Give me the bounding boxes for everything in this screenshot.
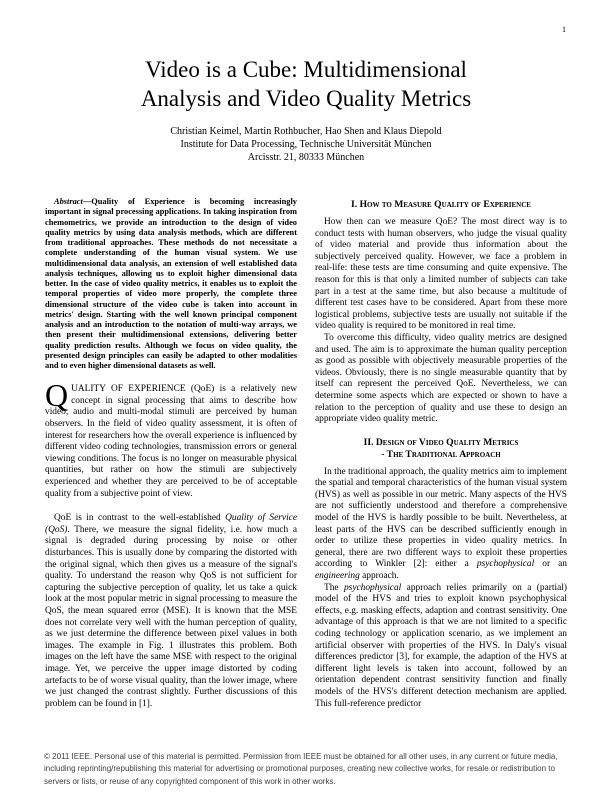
- intro-paragraph-2-text: QoE is in contrast to the well-established: [54, 513, 226, 524]
- drop-cap-letter: Q: [45, 377, 69, 414]
- engineering-italic: engineering: [315, 571, 360, 582]
- paper-title-line-1: Video is a Cube: Multidimensional: [145, 57, 467, 82]
- abstract-text: —Quality of Experience is becoming increasingly important in signal processing applications. In taking inspiration from chemometrics, we provide an introduction to the design of video quality metrics by using data analysis methods, which are different from traditional approaches. These methods do not necessitate a complete understanding of the human visual system. We use multidimensional data analysis, an extension of well established data analysis techniques, allowing us to exploit higher dimensional data better. In the case of video quality metrics, it enables us to exploit the temporal properties of video more properly, the complete three dimensional structure of the video cube is taken into account in metrics' design. Starting with the well known principal component analysis and an introduction to the notation of multi-way arrays, we then present their multidimensional extensions, delivering better quality prediction results. Although we focus on video quality, the presented design principles can easily be adapted to other modalities and to even higher dimensional datasets as well.: [45, 197, 297, 370]
- intro-paragraph-1: [45, 377, 297, 500]
- two-column-body: [45, 197, 567, 710]
- intro-paragraph-2-text-cont: . There, we measure the signal fidelity, i.e. how much a signal is degraded during processing by noise or other disturbances. This is usually done by comparing the distorted with the original signal, which then gives us a measure of the signal's quality. To understand the reason why QoS is not sufficient for capturing the subjective perception of quality, let us take a quick look at the most popular metric in signal processing to measure the QoS, the mean squared error (MSE). It is known that the MSE does not correlate very well with the human perception of quality, as we just determine the difference between pixel values in both images. The example in Fig. 1 illustrates this problem. Both images on the left have the same MSE with respect to the original image. Yet, we perceive the upper image distorted by coding artefacts to be of worse visual quality, than the lower image, where we just changed the contrast slightly. Further discussions of this problem can be found in [1].: [45, 524, 297, 709]
- author-block: [0, 125, 612, 165]
- qos-italic-phrase: Quality of Service (QoS): [45, 513, 297, 535]
- section-1-heading: I. How to Measure Quality of Experience: [351, 199, 531, 210]
- section-2-paragraph-1: [315, 467, 567, 583]
- intro-paragraph-2: [45, 513, 297, 710]
- paper-title: [0, 56, 612, 113]
- left-column: [45, 197, 297, 710]
- psychophysical-italic-2: psychophysical: [343, 582, 402, 593]
- section-2-paragraph-1-text: In the traditional approach, the quality metrics aim to implement the spatial and temporal characteristics of the human visual system (HVS) as well as possible in our metric. Many aspects of the HVS are not sufficiently understood and therefore a comprehensive model of the HVS is hardly possible to be built. Nevertheless, at least parts of the HVS can be described sufficiently enough in order to utilize these properties in video quality metrics. In general, there are two different ways to exploit these properties according to Winkler [2]: either a: [315, 466, 567, 570]
- right-column: [315, 197, 567, 710]
- intro-paragraph-1-text: UALITY OF EXPERIENCE (QoE) is a relatively new concept in signal processing that aims to describe how video, audio and multi-modal stimuli are perceived by human observers. In the field of video quality assessment, it is often of interest for researchers how the overall experience is influenced by different video coding technologies, transmission errors or general viewing conditions. The focus is no longer on measurable physical quantities, but rather on how the stimuli are subjectively experienced and whether they are perceived to be of acceptable quality from a subjective point of view.: [45, 384, 297, 499]
- abstract-label: Abstract: [54, 197, 83, 206]
- paper-title-line-2: Analysis and Video Quality Metrics: [140, 85, 472, 111]
- psychophysical-italic: psychophysical: [476, 559, 535, 570]
- affiliation-line: Institute for Data Processing, Technische Universität München: [180, 139, 432, 151]
- authors-line: Christian Keimel, Martin Rothbucher, Hao Shen and Klaus Diepold: [170, 126, 442, 137]
- page-number: 1: [562, 25, 566, 34]
- section-2-paragraph-2: [315, 583, 567, 711]
- section-2-heading-line-1: II. Design of Video Quality Metrics: [363, 436, 519, 448]
- section-2-paragraph-2-text: The: [324, 582, 344, 593]
- copyright-footer: © 2011 IEEE. Personal use of this material is permitted. Permission from IEEE must be obtained for all other uses, in any current or future media, including reprinting/republishing this material for advertising or promotional purposes, creating new collective works, for resale or redistribution to servers or lists, or reuse of any copyrighted component of this work in other works.: [44, 752, 558, 786]
- section-2-heading-line-2: - The Traditional Approach: [381, 448, 501, 460]
- section-2-paragraph-1-text-end: approach.: [359, 571, 399, 582]
- section-1-paragraph-2: To overcome this difficulty, video quality metrics are designed and used. The aim is to approximate the human quality perception as good as possible with objectively measurable properties of the videos. Obviously, there is no single measurable quantity that by itself can represent the perceived QoE. Nevertheless, we can determine some aspects which are expected or shown to have a relation to the perception of quality and use these to design an appropriate video quality metric.: [315, 332, 567, 425]
- section-2-paragraph-1-text-mid: or an: [534, 559, 567, 570]
- paper-header: [0, 56, 612, 165]
- section-2-paragraph-2-text-cont: approach relies primarily on a (partial) model of the HVS and tries to exploit known psychophysical effects, e.g. masking effects, adaption and contrast sensitivity. One advantage of this approach is that we are not limited to a specific coding technology or application scenario, as we implement an artificial observer with properties of the HVS. In Daly's visual differences predictor [3], for example, the adaption of the HVS at different light levels is taken into account, followed by an orientation dependent contrast sensitivity function and finally models of the HVS's different detection mechanism are applied. This full-reference predictor: [315, 582, 567, 709]
- address-line: Arcisstr. 21, 80333 München: [247, 152, 365, 164]
- abstract-paragraph: [45, 197, 297, 371]
- section-1-paragraph-1: How then can we measure QoE? The most direct way is to conduct tests with human observers, who judge the visual quality of video material and provide thus information about the subjectively perceived quality. However, we face a problem in real-life: these tests are time consuming and quite expensive. The reason for this is that only a limited number of subjects can take part in a test at the same time, but also because a multitude of different test cases have to be considered. Apart from these more logistical problems, subjective tests are usually not suitable if the video quality is required to be monitored in real time.: [315, 217, 567, 332]
